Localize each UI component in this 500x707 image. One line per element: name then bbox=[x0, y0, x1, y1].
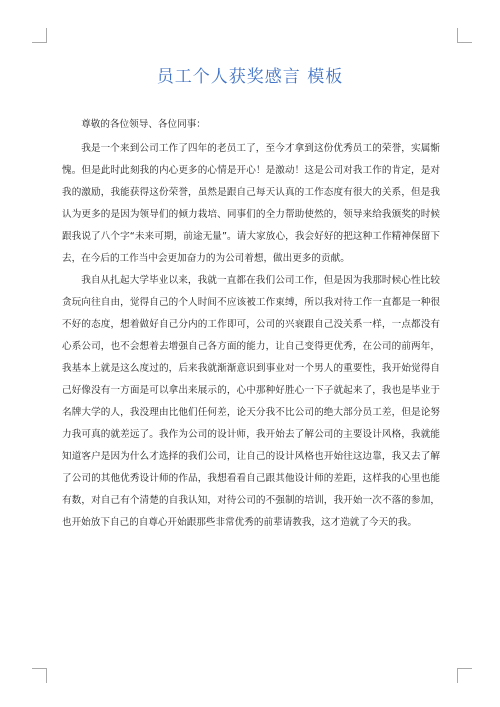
paragraph-1: 我是一个来到公司工作了四年的老员工了，至今才拿到这份优秀员工的荣誉，实属惭愧。但是此时此刻我的内心更多的心情是开心！是激动！这是公司对我工作的肯定，是对我的激励，我能获得这份荣誉，虽然是跟自己每天认真的工作态度有很大的关系，但是我认为更多的是因为领导们的倾力栽培、同事们的全力帮助使然的，领导来给我颁奖的时候跟我说了八个字“未来可期，前途无量”。请大家放心，我会好好的把这种工作精神保留下去，在今后的工作当中会更加奋力的为公司着想，做出更多的贡献。 bbox=[62, 143, 440, 264]
paragraph-2: 我自从扎起大学毕业以来，我就一直都在我们公司工作，但是因为我那时候心性比较贪玩向往自由，觉得自己的个人时间不应该被工作束缚，所以我对待工作一直都是一种很不好的态度，想着做好自己分内的工作即可，公司的兴衰跟自己没关系一样，一点都没有心系公司，也不会想着去增强自己各方面的能力，让自己变得更优秀，在公司的前两年，我基本上就是这么度过的，后来我就渐渐意识到事业对一个男人的重要性，我开始觉得自己好像没有一方面是可以拿出来展示的，心中那种好胜心一下子就起来了，我也是毕业于名牌大学的人，我没理由比他们任何差，论天分我不比公司的绝大部分员工差，但是论努力我可真的就差远了。我作为公司的设计师，我开始去了解公司的主要设计风格，我就能知道客户是因为什么才选择的我们公司，让自己的设计风格也开始往这边靠，我又去了解了公司的其他优秀设计师的作品，我想看看自己跟其他设计师的差距，这样我的心里也能有数，对自己有个清楚的自我认知，对待公司的不强制的培训，我开始一次不落的参加，也开始放下自己的自尊心开始跟那些非常优秀的前辈请教我，这才造就了今天的我。 bbox=[62, 275, 440, 528]
crop-mark-top-right bbox=[457, 28, 472, 43]
crop-mark-bottom-left bbox=[32, 668, 47, 683]
salutation: 尊敬的各位领导、各位同事： bbox=[81, 119, 206, 130]
document-body bbox=[62, 114, 440, 534]
document-title: 员工个人获奖感言 模板 bbox=[156, 67, 344, 87]
crop-mark-top-left bbox=[32, 28, 47, 43]
crop-mark-bottom-right bbox=[457, 668, 472, 683]
